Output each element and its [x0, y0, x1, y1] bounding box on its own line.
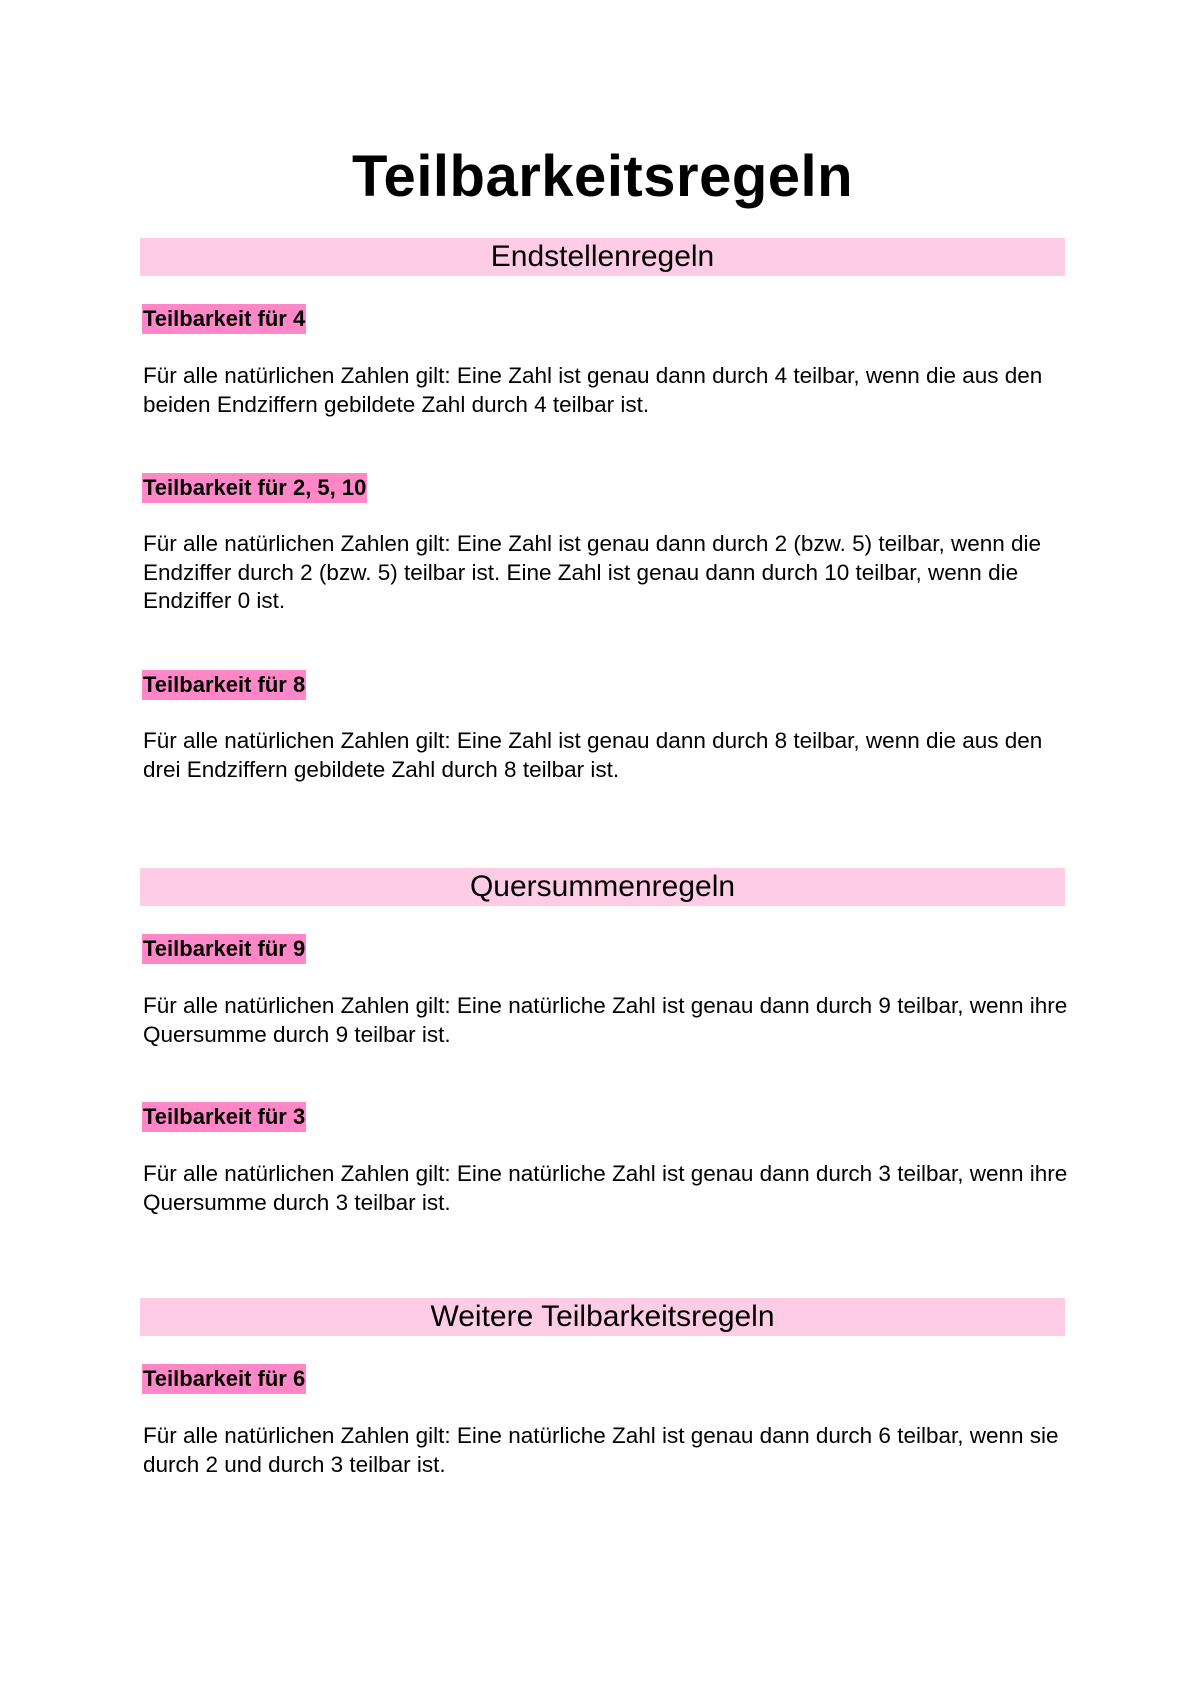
rule-label-8: Teilbarkeit für 8 — [142, 670, 306, 700]
section-heading-endstellenregeln: Endstellenregeln — [140, 238, 1065, 276]
rule-label-6: Teilbarkeit für 6 — [142, 1364, 306, 1394]
rule-text-8: Für alle natürlichen Zahlen gilt: Eine Zahl ist genau dann durch 8 teilbar, wenn die aus den drei Endziffern gebildete Zahl durch 8 teilbar ist. — [143, 728, 1043, 782]
rule-label-3: Teilbarkeit für 3 — [142, 1102, 306, 1132]
rule-text-2-5-10: Für alle natürlichen Zahlen gilt: Eine Zahl ist genau dann durch 2 (bzw. 5) teilbar, wenn die Endziffer durch 2 (bzw. 5) teilbar ist. Eine Zahl ist genau dann durch 10 teilbar, wenn die Endziffer 0 ist. — [143, 531, 1042, 613]
rule-text-4: Für alle natürlichen Zahlen gilt: Eine Zahl ist genau dann durch 4 teilbar, wenn die aus den beiden Endziffern gebildete Zahl durch 4 teilbar ist. — [143, 363, 1043, 417]
section-heading-quersummenregeln: Quersummenregeln — [140, 868, 1065, 906]
rule-text-9: Für alle natürlichen Zahlen gilt: Eine natürliche Zahl ist genau dann durch 9 teilbar, wenn ihre Quersumme durch 9 teilbar ist. — [143, 993, 1068, 1047]
rule-text-6: Für alle natürlichen Zahlen gilt: Eine natürliche Zahl ist genau dann durch 6 teilbar, wenn sie durch 2 und durch 3 teilbar ist. — [143, 1423, 1059, 1477]
rule-label-4: Teilbarkeit für 4 — [142, 304, 306, 334]
document-title: Teilbarkeitsregeln — [351, 144, 854, 209]
rule-label-2-5-10: Teilbarkeit für 2, 5, 10 — [142, 473, 367, 503]
rule-text-3: Für alle natürlichen Zahlen gilt: Eine natürliche Zahl ist genau dann durch 3 teilbar, wenn ihre Quersumme durch 3 teilbar ist. — [143, 1161, 1068, 1215]
section-heading-weitere-teilbarkeitsregeln: Weitere Teilbarkeitsregeln — [140, 1298, 1065, 1336]
rule-label-9: Teilbarkeit für 9 — [142, 934, 306, 964]
